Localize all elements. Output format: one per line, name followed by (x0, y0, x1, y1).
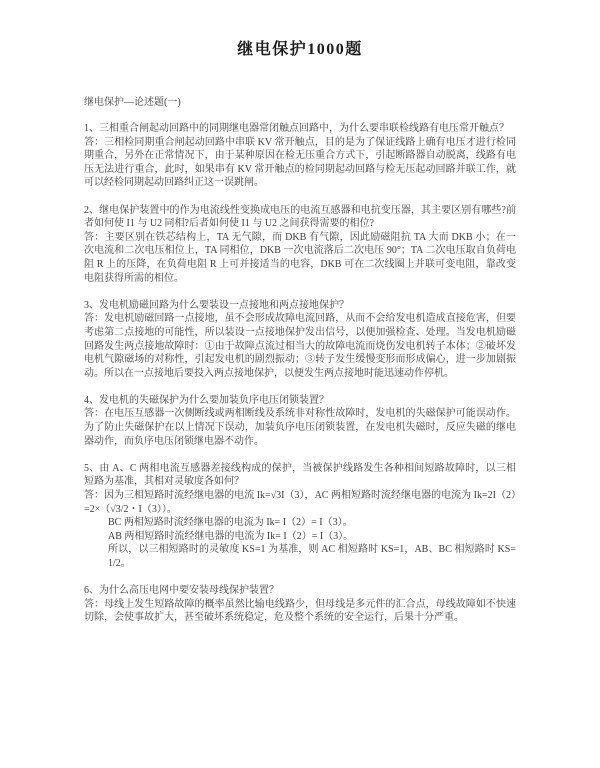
answer-paragraph: BC 两相短路时流经继电器的电流为 Ik= I（2）= I（3）。 (108, 517, 353, 529)
answer-paragraph: 答：母线上发生短路故障的概率虽然比输电线路少，但母线是多元件的汇合点，母线故障如不快速切除，会使事故扩大，甚至破坏系统稳定，危及整个系统的安全运行，后果十分严重。 (84, 598, 516, 624)
question-paragraph: 2、继电保护装置中的作为电流线性变换成电压的电流互感器和电抗变压器，其主要区别有哪些?前者如何使 I1 与 U2 同相?后者如何使 I1 与 U2 之间获得需要的相位? (84, 204, 516, 230)
answer-paragraph: AB 两相短路时流经继电器的电流为 Ik= I（2）= I（3）。 (108, 530, 354, 542)
question-paragraph: 6、为什么高压电网中要安装母线保护装置？ (84, 585, 279, 597)
answer-paragraph: 答：因为三相短路时流经继电器的电流 Ik=√3I（3），AC 两相短路时流经继电器的电流为 Ik=2I（2）=2×（√3/2・I（3））。 (84, 490, 516, 515)
answer-paragraph: 答：三相检同期重合闸起动回路中串联 KV 常开触点，目的是为了保证线路上确有电压才进行检同期重合，另外在正常情况下，由于某种原因在检无压重合方式下，引起断路器自动脱离，线路有电压无法进行重合，此时，如果串有 KV 常开触点的检同期起动回路与检无压起动回路并联工作，就可以经检同期起动回路纠正这一误跳闸。 (84, 136, 516, 189)
answer-paragraph: 所以，以三相短路时的灵敏度 KS=1 为基准，则 AC 相短路时 KS=1，AB、BC 相短路时 KS=1/2。 (108, 544, 516, 569)
question-paragraph: 4、发电机的失磁保护为什么要加装负序电压闭锁装置？ (84, 394, 329, 406)
question-paragraph: 1、三相重合闸起动回路中的同期继电器常闭触点回路中，为什么要串联检线路有电压常开触点？ (84, 123, 509, 134)
document-title: 继电保护1000题 (237, 41, 363, 58)
question-paragraph: 3、发电机励磁回路为什么要装设一点接地和两点接地保护？ (84, 299, 349, 311)
document-body (84, 122, 516, 625)
question-paragraph: 5、由 A、C 两相电流互感器差接线构成的保护，当被保护线路发生各种相间短路故障时，以三相短路为基准，其相对灵敏度各如何？ (84, 462, 516, 488)
answer-paragraph: 答：主要区别在铁芯结构上，TA 无气隙，而 DKB 有气隙，因此励磁阻抗 TA 大而 DKB 小；在一次电流和二次电压相位上，TA 同相位，DKB 一次电流落后二次电压 90°；TA 二次电压取自负荷电阻 R 上的压降，在负荷电阻 R 上可并接适当的电容，DKB 可在二次线圈上并联可变电阻，靠改变电阻获得所需的相位。 (84, 231, 516, 284)
answer-paragraph: 答：发电机励磁回路一点接地，虽不会形成故障电流回路，从而不会给发电机造成直接危害，但要考虑第二点接地的可能性，所以装设一点接地保护发出信号，以便加强检查、处理。当发电机励磁回路发生两点接地故障时：①由于故障点流过相当大的故障电流而烧伤发电机转子本体；②破坏发电机气隙磁场的对称性，引起发电机的剧烈振动；③转子发生缓慢变形而形成偏心，进一步加剧振动。所以在一点接地后要投入两点接地保护，以便发生两点接地时能迅速动作停机。 (84, 313, 516, 379)
section-heading: 继电保护—论述题(一) (84, 97, 181, 108)
answer-paragraph: 答：在电压互感器一次侧断线或两相断线及系统非对称性故障时，发电机的失磁保护可能误动作。为了防止失磁保护在以上情况下误动，加装负序电压闭锁装置，在发电机失磁时，反应失磁的继电器动作，而负序电压闭锁继电器不动作。 (84, 408, 516, 447)
